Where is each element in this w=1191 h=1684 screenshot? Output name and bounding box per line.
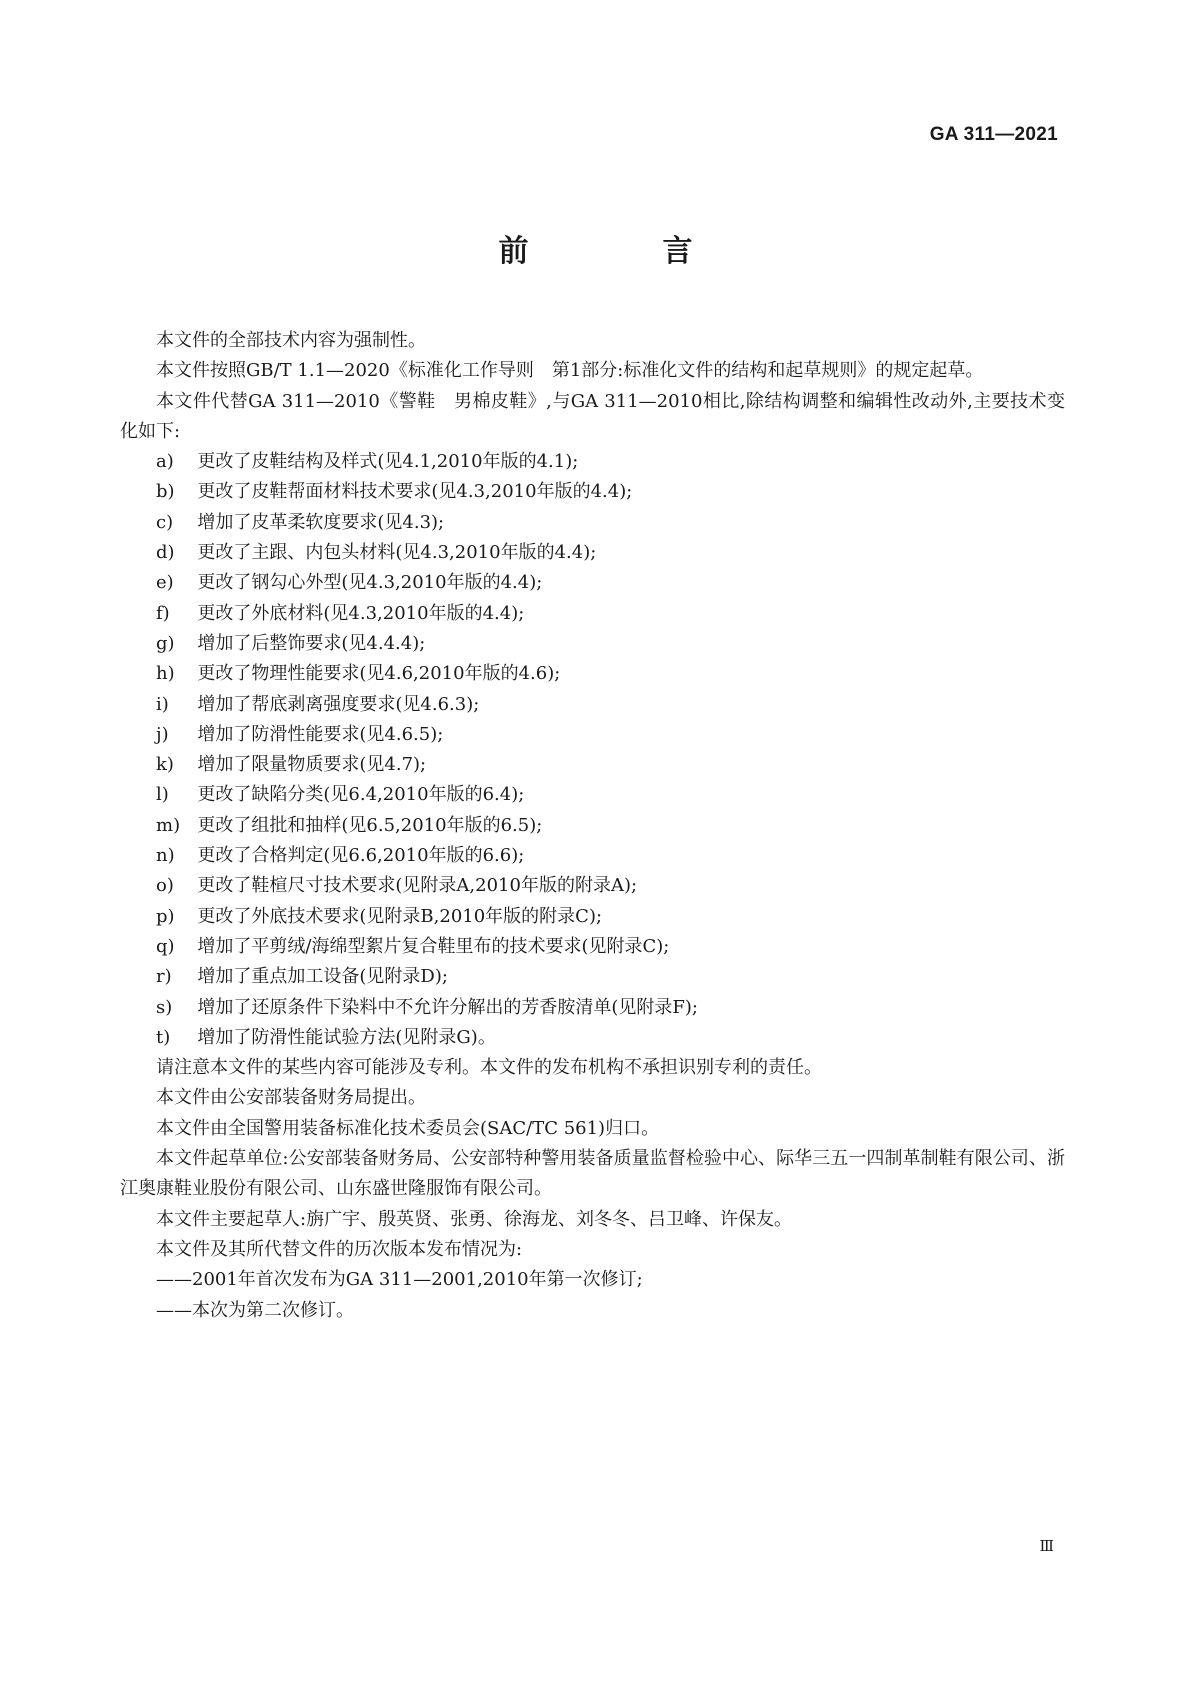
list-marker: d) [156, 542, 175, 564]
list-item [120, 447, 1065, 477]
paragraph: 本文件起草单位:公安部装备财务局、公安部特种警用装备质量监督检验中心、际华三五一四制革制鞋有限公司、浙江奥康鞋业股份有限公司、山东盛世隆服饰有限公司。 [120, 1148, 1065, 1200]
history-item: ——本次为第二次修订。 [156, 1299, 354, 1321]
list-item [120, 720, 1065, 750]
list-marker: q) [156, 935, 175, 957]
list-item-text: 增加了帮底剥离强度要求(见4.6.3); [197, 693, 480, 715]
list-marker: j) [156, 723, 169, 745]
list-item-text: 增加了限量物质要求(见4.7); [197, 754, 427, 776]
list-marker: o) [156, 875, 174, 897]
list-marker: h) [156, 663, 175, 685]
page-title: 前 言 [498, 234, 745, 269]
list-marker: i) [156, 693, 169, 715]
paragraph: 本文件的全部技术内容为强制性。 [156, 330, 426, 351]
paragraph: 本文件主要起草人:旃广宇、殷英贤、张勇、徐海龙、刘冬冬、吕卫峰、许保友。 [156, 1208, 793, 1230]
list-item-text: 更改了皮鞋结构及样式(见4.1,2010年版的4.1); [197, 451, 579, 473]
list-marker: a) [156, 451, 174, 473]
list-item [120, 993, 1065, 1023]
list-item-text: 增加了平剪绒/海绵型絮片复合鞋里布的技术要求(见附录C); [197, 935, 670, 957]
list-marker: b) [156, 481, 175, 503]
list-item-text: 更改了外底技术要求(见附录B,2010年版的附录C); [197, 905, 603, 927]
list-marker: g) [156, 632, 175, 654]
list-marker: c) [156, 511, 174, 533]
paragraph: 本文件按照GB/T 1.1—2020《标准化工作导则 第1部分:标准化文件的结构和起草规则》的规定起草。 [156, 360, 984, 382]
list-item [120, 1023, 1065, 1053]
document-body [120, 326, 1065, 1326]
list-item-text: 更改了合格判定(见6.6,2010年版的6.6); [197, 845, 525, 867]
list-item [120, 962, 1065, 992]
list-item-text: 增加了防滑性能要求(见4.6.5); [197, 723, 444, 745]
list-item [120, 568, 1065, 598]
list-marker: m) [156, 814, 181, 836]
list-item-text: 增加了重点加工设备(见附录D); [197, 966, 448, 988]
list-item [120, 629, 1065, 659]
list-item-text: 更改了组批和抽样(见6.5,2010年版的6.5); [197, 814, 543, 836]
paragraph: 本文件由公安部装备财务局提出。 [156, 1087, 426, 1109]
list-item [120, 780, 1065, 810]
change-list [120, 447, 1065, 1053]
list-item-text: 增加了后整饰要求(见4.4.4); [197, 632, 426, 654]
history-item: ——2001年首次发布为GA 311—2001,2010年第一次修订; [156, 1269, 643, 1291]
list-item [120, 659, 1065, 689]
list-item-text: 更改了钢勾心外型(见4.3,2010年版的4.4); [197, 572, 543, 594]
list-item-text: 更改了外底材料(见4.3,2010年版的4.4); [197, 602, 525, 624]
list-item-text: 更改了皮鞋帮面材料技术要求(见4.3,2010年版的4.4); [197, 481, 633, 503]
list-item-text: 更改了主跟、内包头材料(见4.3,2010年版的4.4); [197, 542, 597, 564]
list-item-text: 增加了还原条件下染料中不允许分解出的芳香胺清单(见附录F); [197, 996, 698, 1018]
list-item-text: 增加了皮革柔软度要求(见4.3); [197, 511, 445, 533]
list-item [120, 750, 1065, 780]
list-item-text: 更改了鞋楦尺寸技术要求(见附录A,2010年版的附录A); [197, 875, 638, 897]
list-marker: s) [156, 996, 173, 1018]
list-item [120, 538, 1065, 568]
page-number: Ⅲ [1039, 1537, 1054, 1555]
list-marker: t) [156, 1026, 171, 1048]
list-item [120, 477, 1065, 507]
paragraph: 本文件及其所代替文件的历次版本发布情况为: [156, 1238, 523, 1260]
list-item [120, 690, 1065, 720]
paragraph: 本文件代替GA 311—2010《警鞋 男棉皮鞋》,与GA 311—2010相比,除结构调整和编辑性改动外,主要技术变化如下: [120, 390, 1065, 442]
list-item [120, 811, 1065, 841]
paragraph: 本文件由全国警用装备标准化技术委员会(SAC/TC 561)归口。 [156, 1117, 660, 1139]
list-marker: p) [156, 905, 175, 927]
list-item [120, 902, 1065, 932]
list-item [120, 932, 1065, 962]
list-marker: n) [156, 845, 175, 867]
list-item [120, 871, 1065, 901]
paragraph: 请注意本文件的某些内容可能涉及专利。本文件的发布机构不承担识别专利的责任。 [156, 1057, 822, 1079]
list-item-text: 增加了防滑性能试验方法(见附录G)。 [197, 1026, 496, 1048]
list-marker: e) [156, 572, 174, 594]
list-item-text: 更改了缺陷分类(见6.4,2010年版的6.4); [197, 784, 525, 806]
list-item [120, 508, 1065, 538]
list-marker: f) [156, 602, 170, 624]
list-item [120, 599, 1065, 629]
list-item-text: 更改了物理性能要求(见4.6,2010年版的4.6); [197, 663, 561, 685]
list-item [120, 841, 1065, 871]
list-marker: l) [156, 784, 169, 806]
document-code: GA 311—2021 [929, 124, 1058, 145]
list-marker: r) [156, 966, 172, 988]
list-marker: k) [156, 754, 174, 776]
